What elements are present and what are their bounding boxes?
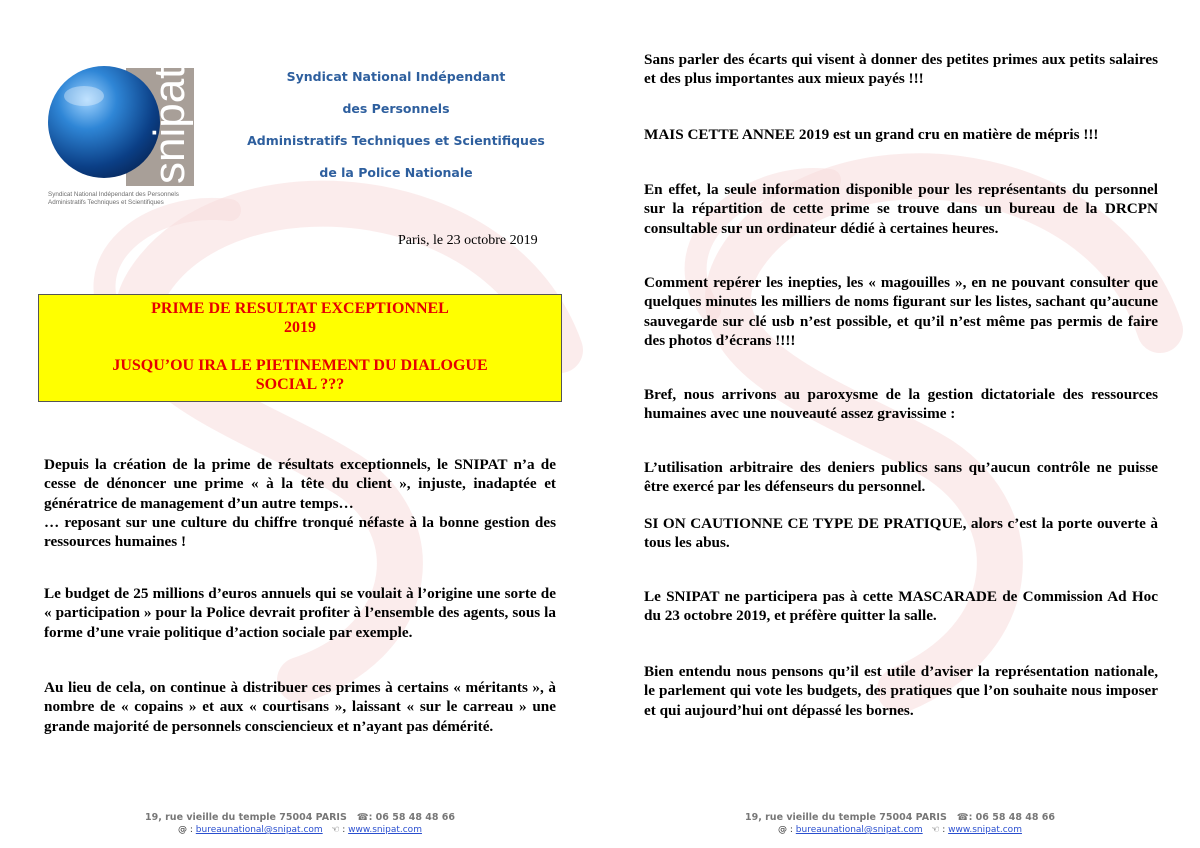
footer-web-link[interactable]: www.snipat.com xyxy=(948,825,1022,835)
web-icon: ☜ xyxy=(931,825,940,835)
footer-email-link[interactable]: bureaunational@snipat.com xyxy=(795,825,923,835)
footer-address: 19, rue vieille du temple 75004 PARIS xyxy=(744,812,947,823)
left-paragraph-2: … reposant sur une culture du chiffre tronqué néfaste à la bonne gestion des ressources humaines ! xyxy=(44,514,556,551)
right-paragraph-4: Comment repérer les inepties, les « magouilles », en ne pouvant consulter que quelques minutes les milliers de noms figurant sur les listes, sachant qu’aucune sauvegarde sur clé usb n’est possible, et qu’il n’est même pas permis de faire des photos d’écrans !!!! xyxy=(644,274,1158,350)
headline-box xyxy=(38,294,562,402)
right-page xyxy=(600,0,1200,848)
right-paragraph-5: Bref, nous arrivons au paroxysme de la gestion dictatoriale des ressources humaines avec une nouveauté assez gravissime : xyxy=(644,386,1158,423)
footer-phone: : 06 58 48 48 66 xyxy=(968,812,1056,823)
left-paragraph-1: Depuis la création de la prime de résultats exceptionnels, le SNIPAT n’a de cesse de dénoncer une prime « à la tête du client », injuste, inadaptée et génératrice de management d’un autre temps… xyxy=(44,456,556,512)
footer-web-link[interactable]: www.snipat.com xyxy=(348,825,422,835)
footer-left: 19, rue vieille du temple 75004 PARIS ☎: 06 58 48 48 66 @ : bureaunational@snipat.com ☜ : www.snipat.com xyxy=(144,812,456,835)
footer-email-link[interactable]: bureaunational@snipat.com xyxy=(195,825,323,835)
logo-caption-2: Administratifs Techniques et Scientifiques xyxy=(48,199,164,206)
snipat-logo xyxy=(44,64,196,212)
left-paragraph-3: Le budget de 25 millions d’euros annuels qui se voulait à l’origine une sorte de « participation » pour la Police devrait profiter à l’ensemble des agents, sous la forme d’une vraie politique d’action sociale par exemple. xyxy=(44,585,556,641)
email-icon: @ xyxy=(178,825,188,835)
org-line-4: de la Police Nationale xyxy=(319,165,473,180)
organization-name xyxy=(226,68,566,196)
right-paragraph-8: Le SNIPAT ne participera pas à cette MASCARADE de Commission Ad Hoc du 23 octobre 2019, et préfère quitter la salle. xyxy=(644,588,1158,625)
right-paragraph-9: Bien entendu nous pensons qu’il est utile d’aviser la représentation nationale, le parlement qui vote les budgets, des pratiques que l’on souhaite nous imposer et qui aujourd’hui ont dépassé les bornes. xyxy=(644,663,1158,719)
document-date: Paris, le 23 octobre 2019 xyxy=(398,233,538,248)
right-paragraph-3: En effet, la seule information disponible pour les représentants du personnel sur la répartition de cette prime se trouve dans un bureau de la DRCPN consultable sur un ordinateur dédié à certaines heures. xyxy=(644,181,1158,237)
org-line-2: des Personnels xyxy=(342,101,450,116)
logo-caption-1: Syndicat National Indépendant des Personnels xyxy=(48,191,179,198)
right-paragraph-7: SI ON CAUTIONNE CE TYPE DE PRATIQUE, alors c’est la porte ouverte à tous les abus. xyxy=(644,515,1158,552)
logo-sphere-icon xyxy=(48,66,160,178)
right-paragraph-6: L’utilisation arbitraire des deniers publics sans qu’aucun contrôle ne puisse être exercé par les défenseurs du personnel. xyxy=(644,459,1158,496)
web-icon: ☜ xyxy=(331,825,340,835)
email-icon: @ xyxy=(778,825,788,835)
footer-right: 19, rue vieille du temple 75004 PARIS ☎: 06 58 48 48 66 @ : bureaunational@snipat.com ☜ : www.snipat.com xyxy=(744,812,1056,835)
headline-title-2: 2019 xyxy=(284,319,316,336)
left-paragraph-4: Au lieu de cela, on continue à distribuer ces primes à certains « méritants », à nombre de « copains » et aux « courtisans », laissant « sur le carreau » une grande majorité de personnels consciencieux et n’ayant pas démérité. xyxy=(44,679,556,735)
headline-subtitle-1: JUSQU’OU IRA LE PIETINEMENT DU DIALOGUE xyxy=(112,357,488,374)
right-paragraph-2: MAIS CETTE ANNEE 2019 est un grand cru en matière de mépris !!! xyxy=(644,126,1099,143)
logo-wordmark: snipat xyxy=(145,66,194,184)
headline-subtitle-2: SOCIAL ??? xyxy=(255,376,345,393)
phone-icon: ☎ xyxy=(356,812,369,823)
right-paragraph-1: Sans parler des écarts qui visent à donner des petites primes aux petits salaires et des plus importantes aux mieux payés !!! xyxy=(644,51,1158,88)
phone-icon: ☎ xyxy=(956,812,969,823)
footer-address: 19, rue vieille du temple 75004 PARIS xyxy=(144,812,347,823)
org-line-1: Syndicat National Indépendant xyxy=(286,69,506,84)
org-line-3: Administratifs Techniques et Scientifiques xyxy=(247,133,545,148)
footer-phone: : 06 58 48 48 66 xyxy=(368,812,456,823)
headline-title-1: PRIME DE RESULTAT EXCEPTIONNEL xyxy=(151,300,449,317)
